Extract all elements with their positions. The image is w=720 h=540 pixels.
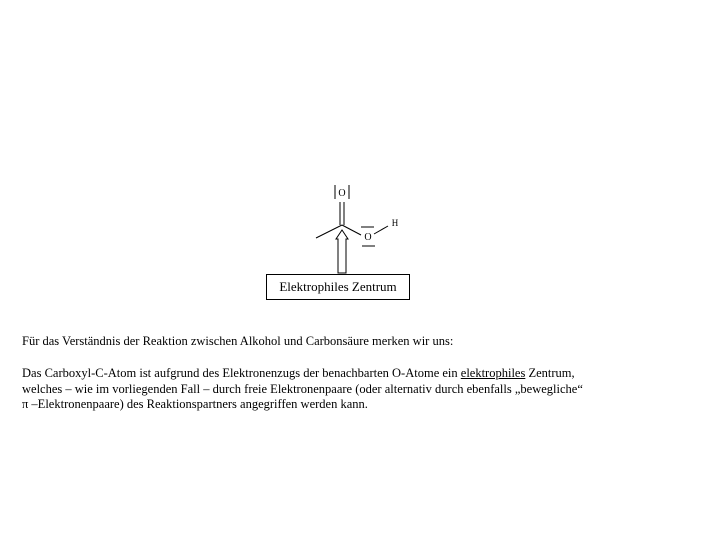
intro-caption: Für das Verständnis der Reaktion zwischen Alkohol und Carbonsäure merken wir uns: [22,334,454,348]
hydrogen-atom: H [391,218,399,228]
paragraph-line-1-end: Zentrum, [525,366,575,380]
electrophilic-center-label: Elektrophiles Zentrum [266,274,410,300]
elektrophiles-term: elektrophiles [460,366,526,380]
hydroxyl-oxygen-atom: O [364,232,372,243]
explanation-paragraph [22,366,702,413]
paragraph-line-1-start: Das Carboxyl-C-Atom ist aufgrund des Elektronenzugs der benachbarten O-Atome ein [22,366,461,380]
paragraph-line-2: welches – wie im vorliegenden Fall – durch freie Elektronenpaare (oder alternativ durch ebenfalls „bewegliche“ [22,381,583,396]
paragraph-line-1 [22,366,702,382]
hydroxyl-bond [374,226,388,234]
carbonyl-oxygen-atom: O [338,188,346,199]
electrophilic-center-arrow [336,230,348,273]
paragraph-line-3: π –Elektronenpaare) des Reaktionspartners angegriffen werden kann. [22,397,368,411]
